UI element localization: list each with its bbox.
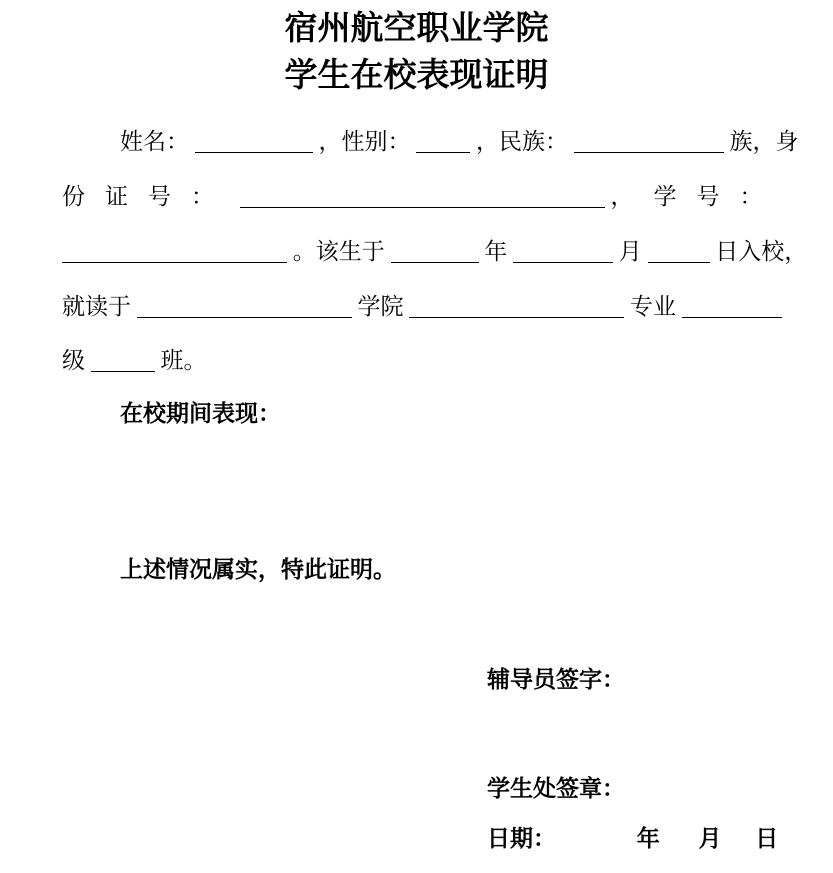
student-number-blank <box>62 258 287 263</box>
college-blank <box>137 313 352 318</box>
student-number-label: ，学号： <box>610 184 783 209</box>
date-month-label: 月 <box>698 826 722 851</box>
date-day-label: 日 <box>755 826 779 851</box>
enrolled-sentence-label: 。该生于 <box>292 239 385 264</box>
ethnicity-label: ，民族： <box>476 129 568 154</box>
class-blank <box>91 367 155 372</box>
gender-blank <box>416 148 470 153</box>
month-unit-label: 月 <box>618 239 642 264</box>
name-blank <box>195 148 313 153</box>
counselor-signature-label: 辅导员签字： <box>487 667 625 692</box>
id-number-label: 份证号： <box>62 184 234 209</box>
day-unit-label: 日入校， <box>715 239 808 264</box>
class-unit-label: 班。 <box>160 348 207 373</box>
major-unit-label: 专业 <box>630 294 676 319</box>
enroll-month-blank <box>513 258 613 263</box>
enroll-year-blank <box>391 258 479 263</box>
date-year-label: 年 <box>636 826 660 851</box>
school-name-title: 宿州航空职业学院 <box>284 11 549 47</box>
year-unit-label: 年 <box>484 239 508 264</box>
form-line-4 <box>62 294 782 320</box>
form-line-5 <box>62 348 207 374</box>
performance-heading: 在校期间表现： <box>120 401 281 426</box>
major-blank <box>409 313 624 318</box>
studies-label: 就读于 <box>62 294 131 319</box>
enroll-day-blank <box>648 258 710 263</box>
document-title: 学生在校表现证明 <box>284 58 549 94</box>
date-line <box>487 826 778 852</box>
form-line-3 <box>62 239 807 265</box>
grade-blank <box>682 313 782 318</box>
date-label: 日期： <box>487 826 556 851</box>
student-office-seal-label: 学生处签章： <box>487 776 625 801</box>
attestation-text: 上述情况属实，特此证明。 <box>120 557 396 582</box>
form-line-2 <box>62 184 783 210</box>
id-number-blank <box>240 203 605 208</box>
form-line-1 <box>120 129 799 155</box>
name-label: 姓名： <box>120 129 189 154</box>
ethnicity-blank <box>574 148 724 153</box>
gender-label: ，性别： <box>318 129 411 154</box>
ethnicity-suffix-label: 族，身 <box>729 129 799 154</box>
grade-unit-label: 级 <box>62 348 85 373</box>
college-unit-label: 学院 <box>357 294 404 319</box>
